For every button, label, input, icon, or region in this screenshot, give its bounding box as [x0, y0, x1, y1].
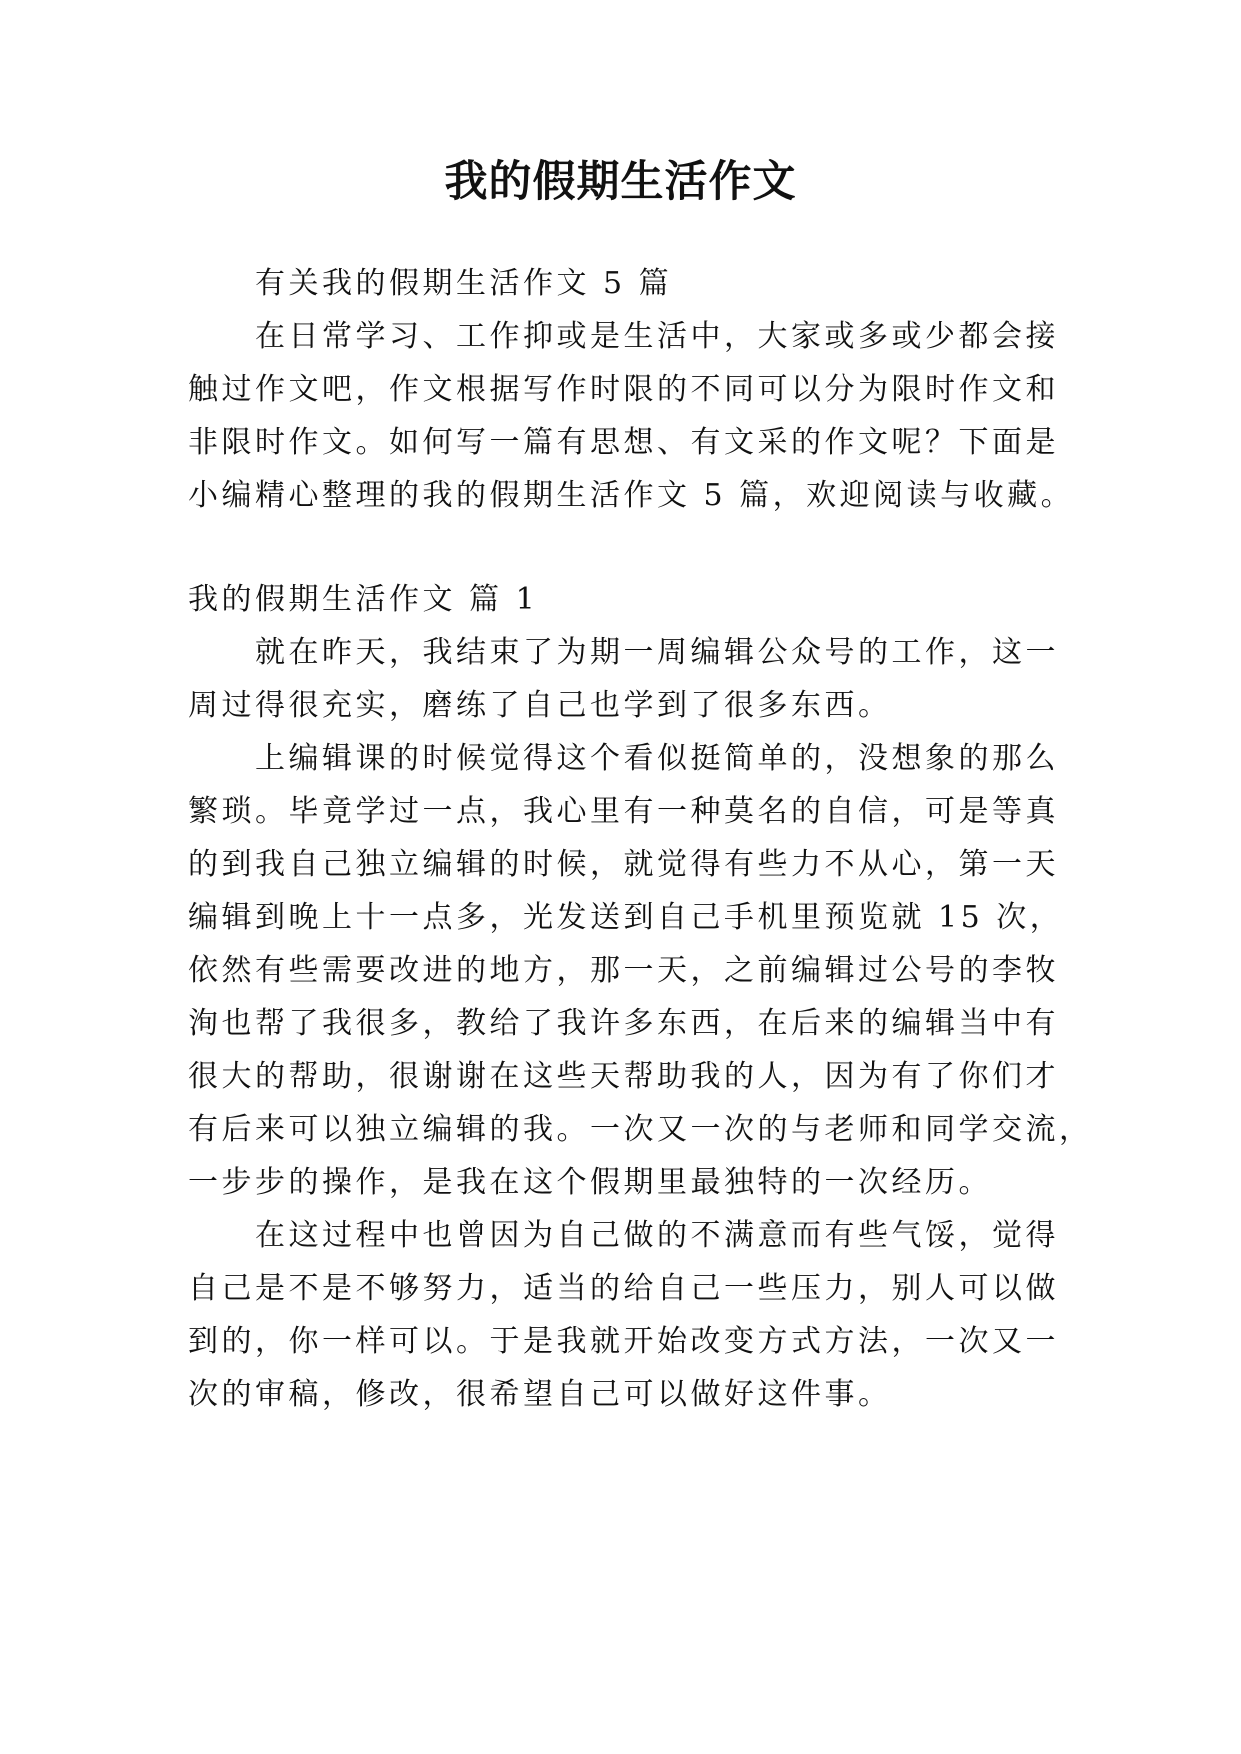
paragraph-line: 有后来可以独立编辑的我。一次又一次的与老师和同学交流， — [188, 1112, 1093, 1147]
document-title: 我的假期生活作文 — [444, 157, 797, 207]
paragraph-line: 依然有些需要改进的地方，那一天，之前编辑过公号的李牧 — [188, 953, 1059, 988]
paragraph-line: 洵也帮了我很多，教给了我许多东西，在后来的编辑当中有 — [188, 1006, 1059, 1041]
intro-line: 非限时作文。如何写一篇有思想、有文采的作文呢？下面是 — [188, 425, 1059, 460]
paragraph-line: 的到我自己独立编辑的时候，就觉得有些力不从心，第一天 — [188, 847, 1059, 882]
paragraph-line: 到的，你一样可以。于是我就开始改变方式方法，一次又一 — [188, 1324, 1059, 1359]
paragraph-line: 上编辑课的时候觉得这个看似挺简单的，没想象的那么 — [255, 741, 1059, 776]
document-subtitle: 有关我的假期生活作文 5 篇 — [255, 266, 673, 301]
intro-line: 触过作文吧，作文根据写作时限的不同可以分为限时作文和 — [188, 372, 1059, 407]
paragraph-line: 次的审稿，修改，很希望自己可以做好这件事。 — [188, 1377, 892, 1412]
paragraph-line: 编辑到晚上十一点多，光发送到自己手机里预览就 15 次， — [188, 900, 1064, 935]
paragraph-line: 自己是不是不够努力，适当的给自己一些压力，别人可以做 — [188, 1271, 1059, 1306]
paragraph-line: 一步步的操作，是我在这个假期里最独特的一次经历。 — [188, 1165, 992, 1200]
paragraph-line: 在这过程中也曾因为自己做的不满意而有些气馁，觉得 — [255, 1218, 1059, 1253]
section-heading: 我的假期生活作文 篇 1 — [188, 582, 539, 617]
intro-line: 小编精心整理的我的假期生活作文 5 篇，欢迎阅读与收藏。 — [188, 478, 1075, 513]
paragraph-line: 就在昨天，我结束了为期一周编辑公众号的工作，这一 — [255, 635, 1059, 670]
paragraph-line: 繁琐。毕竟学过一点，我心里有一种莫名的自信，可是等真 — [188, 794, 1059, 829]
paragraph-line: 周过得很充实，磨练了自己也学到了很多东西。 — [188, 688, 892, 723]
paragraph-line: 很大的帮助，很谢谢在这些天帮助我的人，因为有了你们才 — [188, 1059, 1059, 1094]
intro-line: 在日常学习、工作抑或是生活中，大家或多或少都会接 — [255, 319, 1059, 354]
